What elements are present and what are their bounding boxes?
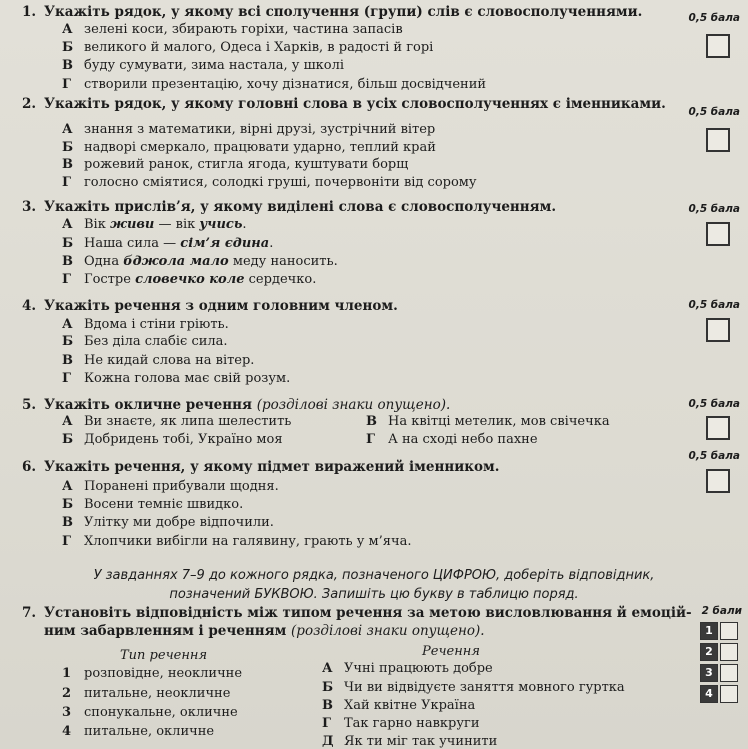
q2-option-c[interactable]: В рожевий ранок, стигла ягода, куштувати борщ [62,157,409,172]
q6-option-b[interactable]: Б Восени темніє швидко. [62,497,244,512]
question-4-score: 0,5 бала [688,299,740,311]
grid-row-label: 2 [700,643,718,661]
question-7-title-line-2: ним забарвленням і реченням (розділові знаки опущено). [44,623,485,639]
q7-type-4: 4 питальне, окличне [62,724,215,739]
q6-option-c[interactable]: В Улітку ми добре відпочили. [62,515,274,530]
grid-answer-cell[interactable] [720,622,738,640]
q6-answer-box[interactable] [706,469,730,493]
question-1-score: 0,5 бала [688,12,740,24]
q3-option-a[interactable]: А Вік живи — вік учись. [62,217,247,232]
q5-option-b[interactable]: Б Добридень тобі, Україно моя [62,432,283,447]
question-5-title: 5. Укажіть окличне речення (розділові знаки опущено). [22,397,451,413]
grid-answer-cell[interactable] [720,685,738,703]
q7-sentence-a: А Учні працюють добре [322,661,493,676]
question-1-title: 1. Укажіть рядок, у якому всі сполучення (групи) слів є словосполученнями. [22,4,643,20]
question-3-score: 0,5 бала [688,203,740,215]
grid-answer-cell[interactable] [720,643,738,661]
q6-option-a[interactable]: А Поранені прибували щодня. [62,479,279,494]
q4-option-d[interactable]: Г Кожна голова має свій розум. [62,371,291,386]
q2-option-d[interactable]: Г голосно сміятися, солодкі груші, почервоніти від сорому [62,175,477,190]
q4-option-c[interactable]: В Не кидай слова на вітер. [62,353,255,368]
grid-answer-cell[interactable] [720,664,738,682]
q7-answer-grid [700,622,740,706]
question-2-title: 2. Укажіть рядок, у якому головні слова в усіх словосполученнях є іменниками. [22,96,666,112]
grid-row-label: 3 [700,664,718,682]
q5-option-d[interactable]: Г А на сході небо пахне [366,432,538,447]
q5-option-a[interactable]: А Ви знаєте, як липа шелестить [62,414,292,429]
q2-option-b[interactable]: Б надворі смеркало, працювати ударно, теплий край [62,140,436,155]
q1-answer-box[interactable] [706,34,730,58]
q4-answer-box[interactable] [706,318,730,342]
q7-sentence-b: Б Чи ви відвідуєте заняття мовного гуртка [322,680,625,695]
q3-option-d[interactable]: Г Гостре словечко коле сердечко. [62,272,317,287]
grid-row-label: 4 [700,685,718,703]
q7-type-2: 2 питальне, неокличне [62,686,231,701]
q7-type-3: 3 спонукальне, окличне [62,705,238,720]
q2-answer-box[interactable] [706,128,730,152]
q7-sentence-e: Д Як ти міг так учинити [322,734,498,749]
grid-row-label: 1 [700,622,718,640]
q1-option-c[interactable]: В буду сумувати, зима настала, у школі [62,58,345,73]
column-header-sentence: Речення [422,644,480,659]
instruction-line-2: позначений БУКВОЮ. Запишіть цю букву в таблицю поряд. [169,587,579,602]
q7-type-1: 1 розповідне, неокличне [62,666,243,681]
q1-option-b[interactable]: Б великого й малого, Одеса і Харків, в радості й горі [62,40,434,55]
q5-option-c[interactable]: В На квітці метелик, мов свічечка [366,414,610,429]
question-7-score: 2 бали [701,605,742,617]
q3-option-c[interactable]: В Одна бджола мало меду наносить. [62,254,338,269]
question-6-score: 0,5 бала [688,450,740,462]
question-4-title: 4. Укажіть речення з одним головним членом. [22,298,398,314]
column-header-type: Тип речення [120,648,208,663]
question-5-score: 0,5 бала [688,398,740,410]
q2-option-a[interactable]: А знання з математики, вірні друзі, зустрічний вітер [62,122,436,137]
instruction-line-1: У завданнях 7–9 до кожного рядка, позначеного ЦИФРОЮ, доберіть відповідник, [93,568,655,583]
question-3-title: 3. Укажіть прислів’я, у якому виділені слова є словосполученням. [22,199,557,215]
q4-option-a[interactable]: А Вдома і стіни гріють. [62,317,229,332]
question-7-title-line-1: 7. Установіть відповідність між типом речення за метою висловлювання й емоцій- [22,605,692,621]
q4-option-b[interactable]: Б Без діла слабіє сила. [62,334,228,349]
q1-option-a[interactable]: А зелені коси, збирають горіхи, частина запасів [62,22,403,37]
question-6-title: 6. Укажіть речення, у якому підмет виражений іменником. [22,459,500,475]
q7-sentence-c: В Хай квітне Україна [322,698,476,713]
q5-answer-box[interactable] [706,416,730,440]
q7-sentence-d: Г Так гарно навкруги [322,716,480,731]
q3-option-b[interactable]: Б Наша сила — сім’я єдина. [62,236,274,251]
question-2-score: 0,5 бала [688,106,740,118]
q3-answer-box[interactable] [706,222,730,246]
q6-option-d[interactable]: Г Хлопчики вибігли на галявину, грають у м’яча. [62,534,412,549]
q1-option-d[interactable]: Г створили презентацію, хочу дізнатися, більш досвідчений [62,77,487,92]
